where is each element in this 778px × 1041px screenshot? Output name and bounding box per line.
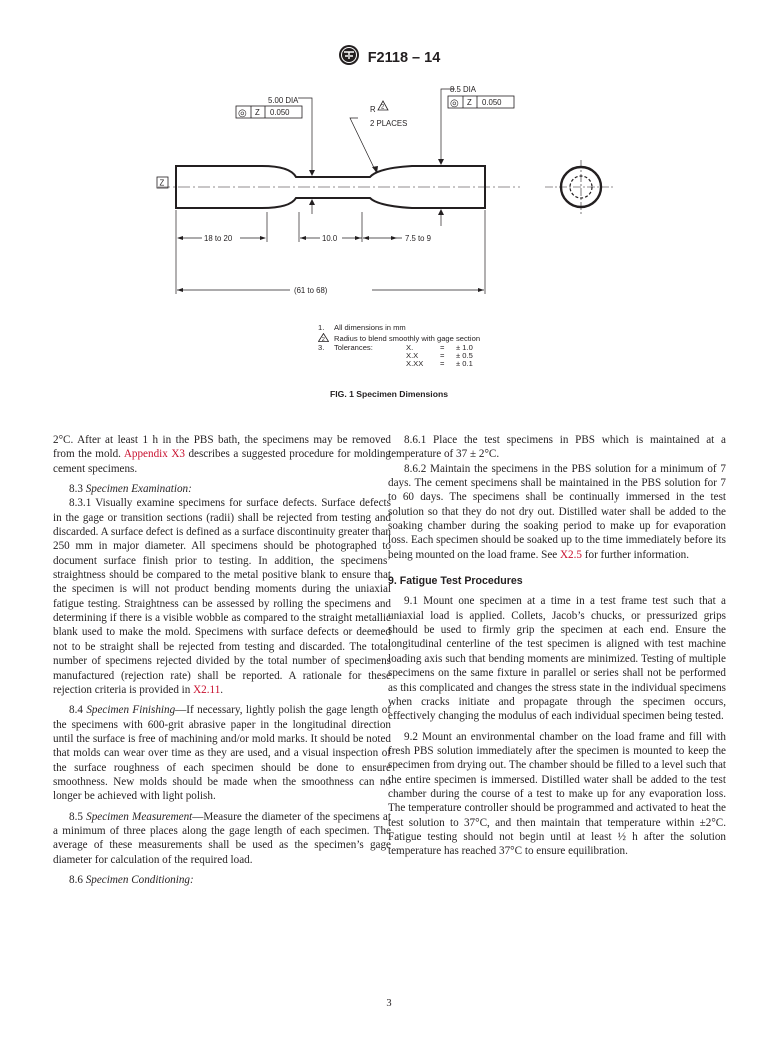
tol-equals: =	[440, 343, 445, 352]
radius-note-num: 2	[381, 104, 385, 111]
left-fcf-tol: 0.050	[270, 108, 290, 117]
right-fcf-symbol: ◎	[450, 98, 459, 109]
note-2-text: Radius to blend smoothly with gage section	[334, 334, 481, 343]
note-2-triangle-icon	[318, 333, 334, 344]
left-fcf-symbol: ◎	[238, 108, 247, 119]
heading-8-3: 8.3 Specimen Examination:	[69, 483, 192, 496]
left-leader	[298, 98, 312, 175]
right-fcf-tol: 0.050	[482, 98, 502, 107]
specimen-drawing	[0, 70, 778, 320]
note-3-number: 3.	[318, 343, 325, 352]
link-appendix-x3[interactable]: Appendix X3	[123, 448, 185, 461]
paragraph-8-5: 8.5 Specimen Measurement—Measure the diameter of the specimens at a minimum of three places along the gage length of each specimen. The average of these measurements shall be used as the specimen’s gage diameter for calculation of the required load.	[53, 810, 391, 866]
paragraph-8-6-1: 8.6.1 Place the test specimens in PBS which is maintained at a temperature of 37 ± 2°C.	[388, 434, 726, 461]
paragraph-8-6-2: 8.6.2 Maintain the specimens in the PBS solution for a minimum of 7 days. The cement specimens shall be maintained in the PBS solution for 7 to 60 days. The specimens shall be continually immersed in the test solution so that they do not dry out. Distilled water shall be added to the soaking chamber during the soaking period to make up for evaporation loss. Each specimen should be soaked up to the time immediately before its being mounted on the load frame. See X2.5 for further information.	[388, 462, 726, 561]
tol-format: X.XX	[406, 359, 424, 368]
right-dim-label: 8.5 DIA	[450, 85, 477, 94]
link-x2-5[interactable]: X2.5	[560, 548, 582, 561]
paragraph-9-2: 9.2 Mount an environmental chamber on the load frame and fill with fresh PBS solution immediately after the specimen is mounted to keep the specimen from drying out. The chamber should be filled to a level such that the entire specimen is immersed. Distilled water shall be added to the test chamber during the course of a test to make up for any evaporation loss. The temperature controller should be programmed and activated to heat the test solution to 37°C, and then maintain that temperature within ±2°C. Fatigue testing should not begin until at least ½ h after the solution temperature has reached 37°C to ensure equilibration.	[388, 730, 726, 858]
tol-format: X.X	[406, 351, 419, 360]
right-column	[388, 433, 726, 859]
note-1-number: 1.	[318, 323, 325, 332]
page-number: 3	[386, 998, 392, 1009]
astm-logo-icon	[338, 44, 360, 71]
end-view-icon	[545, 160, 615, 214]
page-header	[0, 44, 778, 68]
dim-overall: (61 to 68)	[294, 286, 328, 295]
paragraph-8-3-1: 8.3.1 Visually examine specimens for surface defects. Surface defects in the gage or transition sections (radii) shall be rejected from testing and discarded. A surface defect is defined as a surface discontinuity greater than 250 mm in major diameter. All specimens should be photographed to document surface finish prior to testing. In addition, the specimens’ straightness should be compared to the metal positive blank to ensure that the specimen is will not product bending moments during the uniaxial fatigue testing. Straightness can be assessed by rolling the specimens and determining if there is a visible wobble as compared to the straight metallic blank used to make the mold. Specimens with surface defects or deemed not to be straight shall be rejected from testing and discarded. The total number of specimens rejected divided by the total number of specimens manufactured (rejection rate) shall be reported. A rationale for these rejection criteria is provided in X2.11.	[53, 497, 391, 696]
right-fcf-datum: Z	[467, 98, 472, 107]
dim-grip: 18 to 20	[204, 234, 233, 243]
paragraph-8-2-cont: 2°C. After at least 1 h in the PBS bath, the specimens may be removed from the mold. Appendix X3 describes a suggested procedure for molding cement specimens.	[53, 434, 391, 475]
figure-caption: FIG. 1 Specimen Dimensions	[330, 389, 448, 399]
tol-equals: =	[440, 351, 445, 360]
datum-label: Z	[159, 178, 165, 188]
radius-places: 2 PLACES	[370, 119, 408, 128]
heading-8-6: 8.6 Specimen Conditioning:	[69, 873, 194, 886]
svg-text:2: 2	[321, 336, 325, 342]
note-1-text: All dimensions in mm	[334, 323, 406, 332]
left-column	[53, 433, 391, 887]
link-x2-11[interactable]: X2.11	[193, 683, 221, 696]
tol-format: X.	[406, 343, 414, 352]
note-3-text: Tolerances:	[334, 343, 373, 352]
dim-gage: 10.0	[322, 234, 338, 243]
left-fcf-datum: Z	[255, 108, 260, 117]
paragraph-8-4: 8.4 Specimen Finishing—If necessary, lightly polish the gage length of the specimens with 600-grit abrasive paper in the longitudinal direction until the surface is free of machining and/or mold marks. It should be noted that molds can wear over time as they are used, and a visual inspection of the surface roughness of each specimen should be done to ensure smoothness. New molds should be made when the smoothness can no longer be achieved with light polish.	[53, 704, 392, 803]
figure-notes	[318, 323, 618, 369]
tol-value: ± 0.5	[456, 351, 473, 360]
radius-label: R	[370, 105, 376, 114]
tol-value: ± 1.0	[456, 343, 473, 352]
paragraph-9-1: 9.1 Mount one specimen at a time in a test frame test such that a uniaxial load is applied. Collets, Jacob’s chucks, or pressurized grips should be used to firmly grip the specimen at each end. Ensure the longitudinal centerline of the test specimen is aligned with test machine loading axis such that bending moments are minimized. Testing of multiple specimens on the same fixture in parallel or series shall not be performed as this complicated and changes the stress state in the individual specimens when cracks initiate and propagate through the specimen occurs, effectively changing the modulus of each individual specimen being tested.	[388, 595, 726, 723]
tol-value: ± 0.1	[456, 359, 473, 368]
section-9-heading: 9. Fatigue Test Procedures	[388, 575, 523, 588]
document-designation: F2118 – 14	[367, 49, 441, 66]
tol-row-3	[318, 359, 618, 369]
dim-transition: 7.5 to 9	[405, 234, 432, 243]
note-2	[318, 333, 618, 343]
note-1	[318, 323, 618, 333]
left-dim-label: 5.00 DIA	[268, 96, 299, 105]
tol-equals: =	[440, 359, 445, 368]
